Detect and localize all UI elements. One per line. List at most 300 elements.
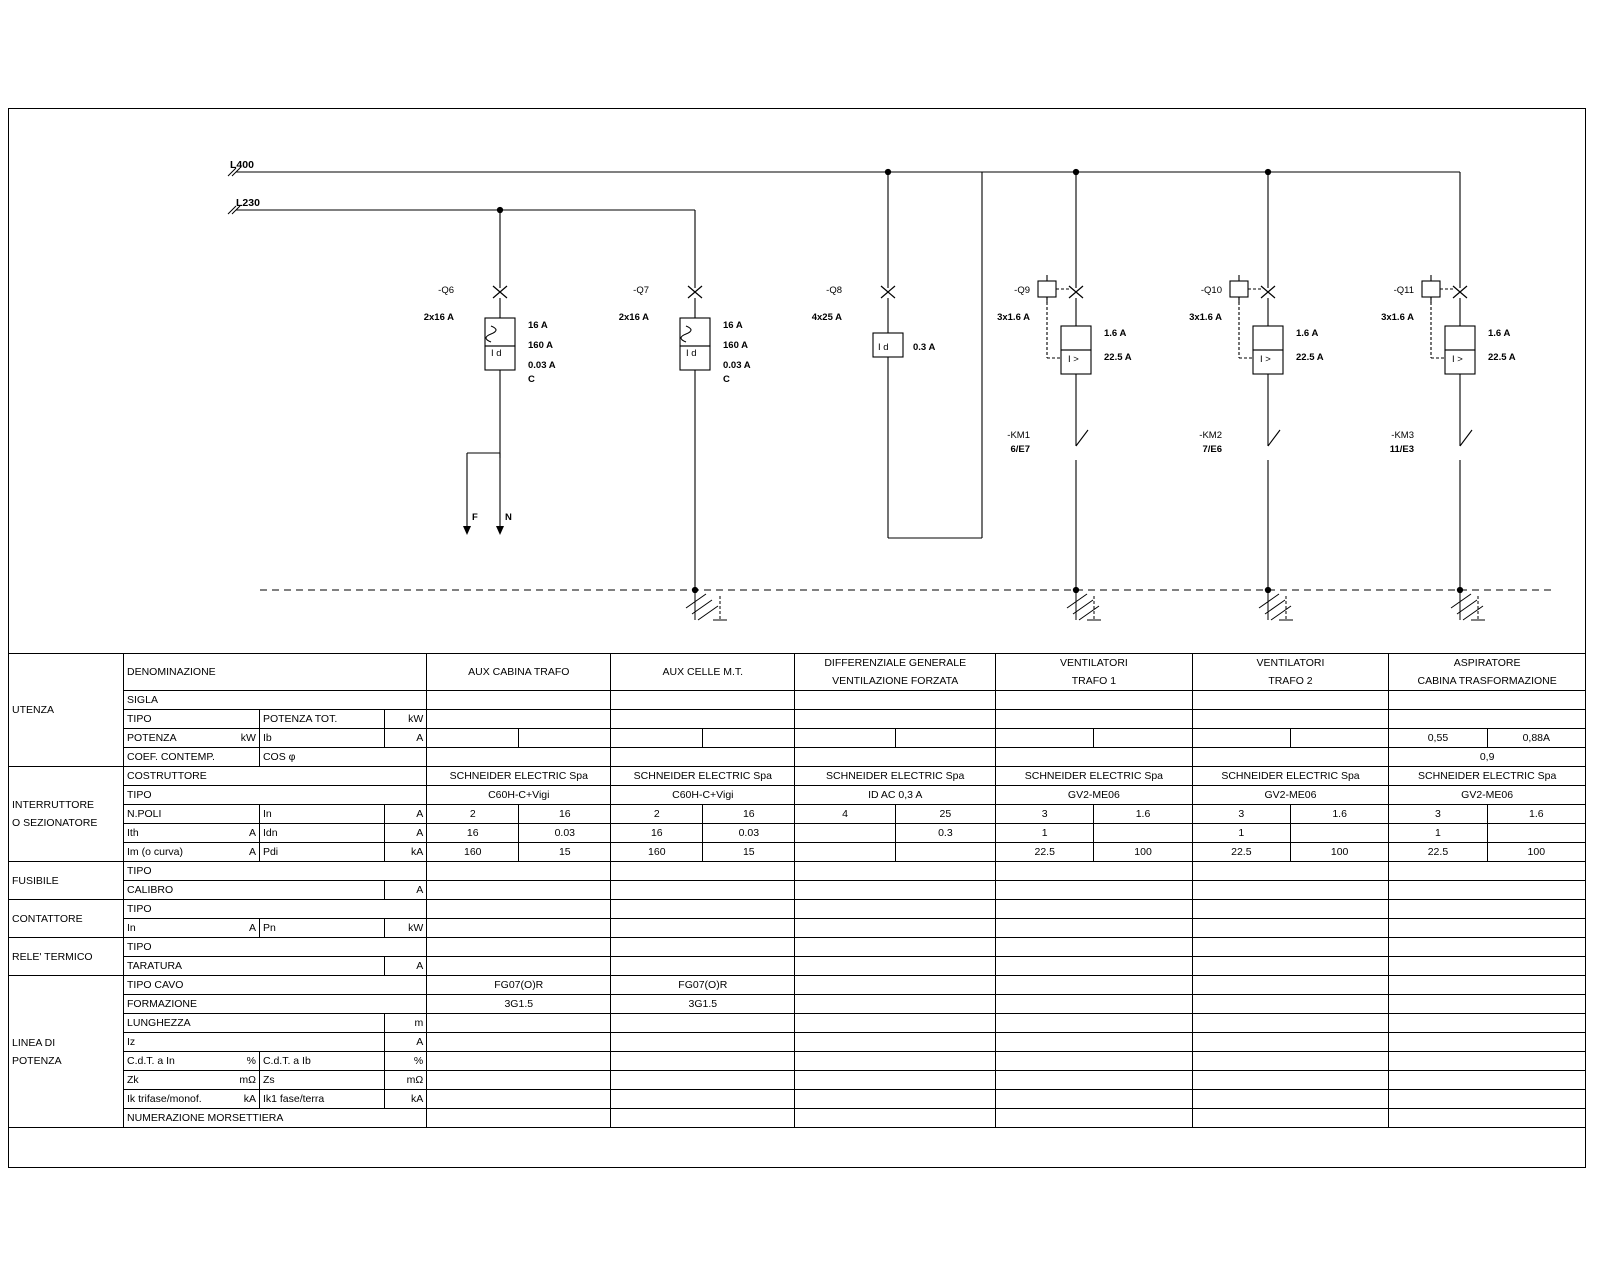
cell-cdt-3 [795,1052,996,1071]
cell-sigla-3 [795,691,996,710]
row-label-tipo-fusibile: TIPO [124,862,427,881]
cell-tipocavo-2: FG07(O)R [611,976,795,995]
column-header-3-line2: VENTILAZIONE FORZATA [832,675,959,687]
bus-label-l230: L230 [236,197,260,209]
table-row-tipo-potenza-tot [9,710,1586,729]
cell-in-5: 1.6 [1290,805,1388,824]
schematic-area [8,108,1586,653]
cell-sigla-4 [996,691,1193,710]
cell-ik-2 [611,1090,795,1109]
row-label-cos: COS φ [259,748,426,767]
device-poles-q10: 3x1.6 A [1189,312,1222,323]
group-label-utenza: UTENZA [9,654,124,767]
group-label-fusibile: FUSIBILE [9,862,124,900]
cell-tipo-6: GV2-ME06 [1389,786,1586,805]
cell-cos-2 [611,748,795,767]
cell-rele-tipo-5 [1192,938,1389,957]
cell-pn-2 [611,919,795,938]
cell-im-1: 160 [427,843,519,862]
cell-fus-tipo-2 [611,862,795,881]
cell-pdi-6: 100 [1487,843,1585,862]
table-row-taratura [9,957,1586,976]
cell-idn-4 [1094,824,1192,843]
cell-calibro-2 [611,881,795,900]
device-rating-q6-1: 16 A [528,320,548,331]
cell-iz-6 [1389,1033,1586,1052]
row-label-in-contattore [124,919,260,938]
column-header-4 [996,654,1193,691]
group-label-contattore: CONTATTORE [9,900,124,938]
column-header-5-line2: TRAFO 2 [1268,675,1313,687]
cell-ib-1 [519,729,611,748]
device-rating-q10-2: 22.5 A [1296,352,1324,363]
cell-sigla-6 [1389,691,1586,710]
cell-num-2 [611,1109,795,1128]
cell-npoli-1: 2 [427,805,519,824]
row-label-tipo-interruttore: TIPO [124,786,427,805]
cell-zk-4 [996,1071,1193,1090]
device-poles-q9: 3x1.6 A [997,312,1030,323]
cell-im-6: 22.5 [1389,843,1487,862]
cell-ik-3 [795,1090,996,1109]
row-unit-a-im: A [248,846,256,858]
cell-im-2: 160 [611,843,703,862]
cell-lunghezza-1 [427,1014,611,1033]
cell-taratura-6 [1389,957,1586,976]
row-label-im-text: Im (o curva) [127,846,184,858]
device-rating-q6-2: 160 A [528,340,553,351]
cell-zk-6 [1389,1071,1586,1090]
cell-potenzatot-3 [795,710,996,729]
column-header-4-line2: TRAFO 1 [1071,675,1117,687]
device-id-q10: -Q10 [1200,285,1222,296]
row-unit-mohm-zk: mΩ [239,1074,256,1086]
rcd-symbol-q8: I d [878,342,889,353]
row-label-formazione: FORMAZIONE [124,995,427,1014]
cell-npoli-4: 3 [996,805,1094,824]
row-unit-a-idn: A [385,824,427,843]
row-label-zk-text: Zk [127,1074,139,1086]
cell-iz-1 [427,1033,611,1052]
device-curve-q6: C [528,374,535,385]
row-label-tipo-cavo: TIPO CAVO [124,976,427,995]
contactor-ref-km3: 11/E3 [1389,444,1414,455]
cell-im-5: 22.5 [1192,843,1290,862]
row-label-cdt-in-text: C.d.T. a In [127,1055,175,1067]
cell-zk-2 [611,1071,795,1090]
table-row-denominazione [9,654,1586,691]
cell-pdi-1: 15 [519,843,611,862]
cell-iz-3 [795,1033,996,1052]
cell-potenzatot-4 [996,710,1193,729]
rcd-symbol-q7: I d [686,348,697,359]
cell-sigla-1 [427,691,611,710]
cell-sigla-2 [611,691,795,710]
row-label-numerazione: NUMERAZIONE MORSETTIERA [124,1109,427,1128]
cell-pdi-2: 15 [703,843,795,862]
cell-tipocavo-3 [795,976,996,995]
row-label-tipo-contattore: TIPO [124,900,427,919]
row-label-sigla: SIGLA [124,691,427,710]
cell-idn-5 [1290,824,1388,843]
out-label-n: N [505,512,512,523]
row-label-idn: Idn [259,824,384,843]
device-rating-q9-1: 1.6 A [1104,328,1127,339]
row-unit-pct-ib: % [385,1052,427,1071]
table-row-rele-tipo [9,938,1586,957]
group-label-interruttore-line2: O SEZIONATORE [12,817,98,829]
cell-pn-4 [996,919,1193,938]
row-unit-kw-tot: kW [385,710,427,729]
row-label-cdt-ib: C.d.T. a Ib [259,1052,384,1071]
cell-iz-4 [996,1033,1193,1052]
cell-fus-tipo-3 [795,862,996,881]
column-header-6-line1: ASPIRATORE [1453,657,1521,669]
cell-taratura-1 [427,957,611,976]
device-rating-q7-1: 16 A [723,320,743,331]
cell-pn-3 [795,919,996,938]
group-label-interruttore [9,767,124,862]
cell-cos-1 [427,748,611,767]
row-unit-a-in: A [385,805,427,824]
cell-ib-4 [1094,729,1192,748]
row-label-coef: COEF. CONTEMP. [124,748,260,767]
row-label-pn: Pn [259,919,384,938]
cell-zk-5 [1192,1071,1389,1090]
cell-calibro-6 [1389,881,1586,900]
cell-costruttore-1: SCHNEIDER ELECTRIC Spa [427,767,611,786]
row-unit-kw: kW [240,732,256,744]
row-label-calibro: CALIBRO [124,881,385,900]
cell-formazione-2: 3G1.5 [611,995,795,1014]
row-unit-ka-pdi: kA [385,843,427,862]
cell-cont-tipo-6 [1389,900,1586,919]
row-label-cdt-in [124,1052,260,1071]
cell-ith-2: 16 [611,824,703,843]
table-row-iz [9,1033,1586,1052]
contactor-ref-km2: 7/E6 [1202,444,1222,455]
group-label-interruttore-line1: INTERRUTTORE [12,799,95,811]
table-row-calibro [9,881,1586,900]
circuit-data-table [8,653,1586,1128]
cell-pn-5 [1192,919,1389,938]
column-header-2 [611,654,795,691]
overcurrent-symbol-q11: I > [1452,354,1463,365]
device-rating-q8-1: 0.3 A [913,342,936,353]
cell-potenza-5 [1192,729,1290,748]
cell-ik-6 [1389,1090,1586,1109]
row-label-in: In [259,805,384,824]
cell-num-5 [1192,1109,1389,1128]
row-label-ith [124,824,260,843]
table-row-tipo-interruttore [9,786,1586,805]
rcd-symbol-q6: I d [491,348,502,359]
row-label-ith-text: Ith [127,827,139,839]
device-id-q7: -Q7 [633,285,649,296]
row-label-ib: Ib [259,729,384,748]
cell-cont-tipo-2 [611,900,795,919]
device-id-q11: -Q11 [1393,285,1414,296]
row-unit-ka-ik: kA [243,1093,256,1105]
table-row-tipo-cavo [9,976,1586,995]
cell-calibro-5 [1192,881,1389,900]
row-label-tipo-rele: TIPO [124,938,427,957]
cell-in-1: 16 [519,805,611,824]
cell-num-3 [795,1109,996,1128]
device-rating-q11-1: 1.6 A [1488,328,1511,339]
cell-potenzatot-6 [1389,710,1586,729]
cell-in-6: 1.6 [1487,805,1585,824]
cell-formazione-1: 3G1.5 [427,995,611,1014]
device-rating-q7-2: 160 A [723,340,748,351]
table-row-npoli-in [9,805,1586,824]
contactor-id-km1: -KM1 [1007,430,1030,441]
table-row-sigla [9,691,1586,710]
cell-potenzatot-2 [611,710,795,729]
cell-calibro-1 [427,881,611,900]
cell-calibro-3 [795,881,996,900]
cell-cdt-6 [1389,1052,1586,1071]
cell-sigla-5 [1192,691,1389,710]
cell-ib-5 [1290,729,1388,748]
table-row-potenza-ib [9,729,1586,748]
contactor-id-km2: -KM2 [1199,430,1222,441]
cell-im-3 [795,843,895,862]
column-header-1-line1: AUX CABINA TRAFO [468,666,570,678]
cell-fus-tipo-4 [996,862,1193,881]
device-rating-q6-3: 0.03 A [528,360,556,371]
cell-idn-3: 0.3 [895,824,995,843]
row-label-iz: Iz [124,1033,385,1052]
table-row-lunghezza [9,1014,1586,1033]
cell-cos-3 [795,748,996,767]
row-label-ik1: Ik1 fase/terra [259,1090,384,1109]
table-row-contattore-tipo [9,900,1586,919]
cell-tipocavo-1: FG07(O)R [427,976,611,995]
cell-rele-tipo-3 [795,938,996,957]
row-unit-m: m [385,1014,427,1033]
device-poles-q7: 2x16 A [618,312,649,323]
cell-cos-5 [1192,748,1389,767]
cell-idn-1: 0.03 [519,824,611,843]
table-row-numerazione [9,1109,1586,1128]
device-poles-q6: 2x16 A [423,312,454,323]
cell-lunghezza-3 [795,1014,996,1033]
cell-costruttore-6: SCHNEIDER ELECTRIC Spa [1389,767,1586,786]
contactor-ref-km1: 6/E7 [1010,444,1030,455]
cell-im-4: 22.5 [996,843,1094,862]
cell-ith-5: 1 [1192,824,1290,843]
row-label-potenza-tot: POTENZA TOT. [259,710,384,729]
cell-idn-6 [1487,824,1585,843]
column-header-3-line1: DIFFERENZIALE GENERALE [824,657,967,669]
cell-lunghezza-6 [1389,1014,1586,1033]
cell-formazione-4 [996,995,1193,1014]
cell-tipo-4: GV2-ME06 [996,786,1193,805]
column-header-1 [427,654,611,691]
bus-label-l400: L400 [230,159,254,171]
group-label-linea-line1: LINEA DI [12,1036,56,1049]
table-row-ith-idn [9,824,1586,843]
cell-ib-2 [703,729,795,748]
cell-ik-4 [996,1090,1193,1109]
cell-cdt-4 [996,1052,1193,1071]
device-rating-q11-2: 22.5 A [1488,352,1516,363]
cell-pdi-4: 100 [1094,843,1192,862]
cell-tipo-2: C60H-C+Vigi [611,786,795,805]
column-header-3 [795,654,996,691]
cell-idn-2: 0.03 [703,824,795,843]
table-row-fusibile-tipo [9,862,1586,881]
row-label-tipo-utenza: TIPO [124,710,260,729]
device-rating-q9-2: 22.5 A [1104,352,1132,363]
row-label-potenza [124,729,260,748]
cell-taratura-3 [795,957,996,976]
cell-tipocavo-6 [1389,976,1586,995]
contactor-id-km3: -KM3 [1391,430,1414,441]
table-row-ik [9,1090,1586,1109]
row-unit-a-taratura: A [385,957,427,976]
cell-tipocavo-4 [996,976,1193,995]
cell-potenza-6: 0,55 [1389,729,1487,748]
row-unit-a-in-cont: A [248,922,256,934]
cell-costruttore-2: SCHNEIDER ELECTRIC Spa [611,767,795,786]
row-label-taratura: TARATURA [124,957,385,976]
cell-npoli-6: 3 [1389,805,1487,824]
row-unit-ka-ik1: kA [385,1090,427,1109]
table-row-zk-zs [9,1071,1586,1090]
cell-cos-6: 0,9 [1389,748,1586,767]
cell-in-2: 16 [703,805,795,824]
cell-potenza-1 [427,729,519,748]
cell-taratura-2 [611,957,795,976]
cell-ith-6: 1 [1389,824,1487,843]
column-header-6 [1389,654,1586,691]
row-unit-a-iz: A [385,1033,427,1052]
device-curve-q7: C [723,374,730,385]
cell-in-3: 25 [895,805,995,824]
cell-in-4: 1.6 [1094,805,1192,824]
cell-ith-3 [795,824,895,843]
row-label-lunghezza: LUNGHEZZA [124,1014,385,1033]
row-label-zk [124,1071,260,1090]
cell-pn-6 [1389,919,1586,938]
device-id-q6: -Q6 [438,285,454,296]
row-label-ik [124,1090,260,1109]
cell-ib-6: 0,88A [1487,729,1585,748]
row-label-im [124,843,260,862]
table-row-formazione [9,995,1586,1014]
cell-cos-4 [996,748,1193,767]
cell-npoli-2: 2 [611,805,703,824]
cell-tipocavo-5 [1192,976,1389,995]
cell-potenza-3 [795,729,895,748]
group-label-linea-line2: POTENZA [12,1054,62,1067]
group-label-linea-potenza [9,976,124,1128]
cell-potenza-4 [996,729,1094,748]
cell-rele-tipo-2 [611,938,795,957]
column-header-2-line1: AUX CELLE M.T. [662,666,744,678]
cell-num-1 [427,1109,611,1128]
device-rating-q10-1: 1.6 A [1296,328,1319,339]
cell-num-6 [1389,1109,1586,1128]
cell-ik-5 [1192,1090,1389,1109]
cell-npoli-5: 3 [1192,805,1290,824]
device-rating-q7-3: 0.03 A [723,360,751,371]
cell-fus-tipo-5 [1192,862,1389,881]
cell-costruttore-4: SCHNEIDER ELECTRIC Spa [996,767,1193,786]
cell-potenza-2 [611,729,703,748]
cell-ith-4: 1 [996,824,1094,843]
cell-cdt-5 [1192,1052,1389,1071]
table-row-cdt [9,1052,1586,1071]
group-label-rele-termico: RELE' TERMICO [9,938,124,976]
overcurrent-symbol-q9: I > [1068,354,1079,365]
row-label-pdi: Pdi [259,843,384,862]
cell-ib-3 [895,729,995,748]
cell-potenzatot-5 [1192,710,1389,729]
cell-formazione-5 [1192,995,1389,1014]
row-label-potenza-text: POTENZA [127,732,177,744]
row-unit-a-calibro: A [385,881,427,900]
cell-lunghezza-4 [996,1014,1193,1033]
cell-formazione-6 [1389,995,1586,1014]
cell-pn-1 [427,919,611,938]
row-label-costruttore: COSTRUTTORE [124,767,427,786]
table-row-im-pdi [9,843,1586,862]
cell-tipo-1: C60H-C+Vigi [427,786,611,805]
device-id-q9: -Q9 [1014,285,1030,296]
device-id-q8: -Q8 [826,285,842,296]
cell-zk-1 [427,1071,611,1090]
row-unit-a-ith: A [248,827,256,839]
column-header-6-line2: CABINA TRASFORMAZIONE [1417,675,1557,687]
cell-tipo-5: GV2-ME06 [1192,786,1389,805]
overcurrent-symbol-q10: I > [1260,354,1271,365]
row-unit-mohm-zs: mΩ [385,1071,427,1090]
cell-tipo-3: ID AC 0,3 A [795,786,996,805]
column-header-5 [1192,654,1389,691]
row-label-npoli: N.POLI [124,805,260,824]
column-header-4-line1: VENTILATORI [1059,657,1128,669]
cell-taratura-5 [1192,957,1389,976]
cell-cont-tipo-5 [1192,900,1389,919]
cell-cont-tipo-4 [996,900,1193,919]
table-row-costruttore [9,767,1586,786]
cell-cdt-2 [611,1052,795,1071]
cell-num-4 [996,1109,1193,1128]
cell-rele-tipo-4 [996,938,1193,957]
cell-lunghezza-2 [611,1014,795,1033]
cell-cont-tipo-1 [427,900,611,919]
cell-costruttore-5: SCHNEIDER ELECTRIC Spa [1192,767,1389,786]
cell-rele-tipo-1 [427,938,611,957]
cell-fus-tipo-1 [427,862,611,881]
row-unit-kw-pn: kW [385,919,427,938]
cell-cont-tipo-3 [795,900,996,919]
row-label-zs: Zs [259,1071,384,1090]
row-unit-a-ib: A [385,729,427,748]
schematic-svg [8,108,1586,653]
cell-lunghezza-5 [1192,1014,1389,1033]
cell-pdi-3 [895,843,995,862]
cell-formazione-3 [795,995,996,1014]
table-row-coef-cos [9,748,1586,767]
cell-ith-1: 16 [427,824,519,843]
cell-taratura-4 [996,957,1193,976]
device-poles-q11: 3x1.6 A [1381,312,1414,323]
device-poles-q8: 4x25 A [811,312,842,323]
